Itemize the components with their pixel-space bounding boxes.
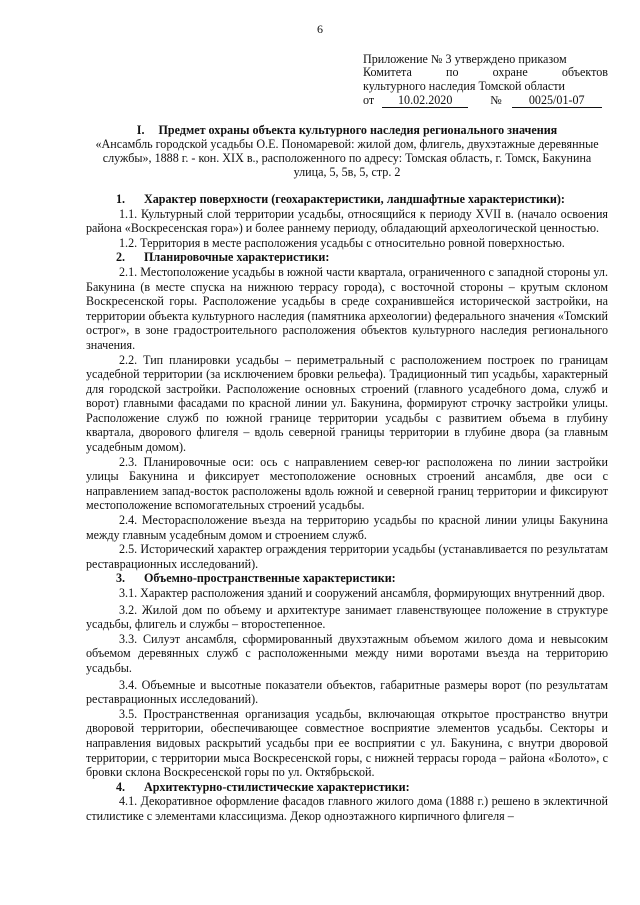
heading-3-number: 3.	[116, 571, 126, 586]
paragraph-2-2: 2.2. Тип планировки усадьбы – периметральный с расположением построек по границам усадебной территории (за исключением бровки рельефа). Традиционный тип усадьбы, характерный для городской застройки. Расположение основных строений (главного усадебного дома, служб и ворот) главными фасадами по красной линии ул. Бакунина, формируют строчку застройки улицы. Расположение служб по южной границе территории усадьбы с развитием объема в глубину квартала, дворового флигеля – вдоль северной границы территории в глубине двора (за главным усадебным домом).	[86, 352, 608, 455]
section-heading-text: Предмет охраны объекта культурного наследия регионального значения	[158, 122, 558, 137]
heading-2-text: Планировочные характеристики:	[144, 250, 330, 265]
paragraph-3-4: 3.4. Объемные и высотные показатели объектов, габаритные размеры ворот (по результатам реставрационных исследований).	[86, 677, 608, 707]
heading-2-number: 2.	[116, 250, 126, 265]
paragraph-2-3: 2.3. Планировочные оси: ось с направлением север-юг расположена по линии застройки улицы Бакунина и фиксирует местоположение основных строений ансамбля, две оси с направлением запад-восток расположены вдоль южной и северной границ территории и фиксируют местоположение вспомогательных строений усадьбы.	[86, 454, 608, 513]
paragraph-3-1: 3.1. Характер расположения зданий и сооружений ансамбля, формирующих внутренний двор.	[119, 586, 605, 601]
annex-from-label: от	[363, 93, 375, 108]
heading-4-number: 4.	[116, 779, 126, 794]
section-number: I.	[136, 122, 145, 137]
paragraph-2-5: 2.5. Исторический характер ограждения территории усадьбы (устанавливается по результатам реставрационных исследований).	[86, 542, 608, 571]
paragraph-3-2: 3.2. Жилой дом по объему и архитектуре занимает главенствующее положение в структуре усадьбы, флигель и службы – второстепенное.	[86, 602, 608, 632]
annex-line-3: культурного наследия Томской области	[363, 79, 565, 94]
annex-date: 10.02.2020	[382, 94, 468, 108]
annex-line-1: Приложение № 3 утверждено приказом	[363, 51, 567, 66]
heading-1-number: 1.	[116, 191, 126, 206]
section-title-block	[86, 123, 608, 179]
paragraph-1-2: 1.2. Территория в месте расположения усадьбы с относительно ровной поверхностью.	[119, 235, 565, 250]
paragraph-3-5: 3.5. Пространственная организация усадьбы, включающая открытое пространство внутри дворовой территории, обеспечивающее совместное восприятие элементов усадьбы. Секторы и направления видовых раскрытий усадьбы при ее восприятии с ул. Бакунина, с внутри дворовой территории, с территории мыса Воскресенской горы, с нижней террасы города – района «Болото», с бровки склона Воскресенской горы по ул. Октябрьской.	[86, 706, 608, 780]
object-title: «Ансамбль городской усадьбы О.Е. Пономаревой: жилой дом, флигель, двухэтажные деревянные службы», 1888 г. - кон. XIX в., расположенного по адресу: Томская область, г. Томск, Бакунина улица, 5, 5в, 5, стр. 2	[95, 136, 599, 179]
heading-4-text: Архитектурно-стилистические характеристики:	[144, 779, 410, 794]
paragraph-4-1: 4.1. Декоративное оформление фасадов главного жилого дома (1888 г.) решено в эклектичной стилистике с элементами классицизма. Декор одноэтажного кирпичного флигеля –	[86, 794, 608, 823]
annex-number: 0025/01-07	[512, 94, 602, 108]
paragraph-1-1: 1.1. Культурный слой территории усадьбы, относящийся к периоду XVII в. (начало освоения района «Воскресенская гора») и более раннему периоду, обладающий археологической ценностью.	[86, 206, 608, 236]
paragraph-2-4: 2.4. Месторасположение въезда на территорию усадьбы по красной линии улицы Бакунина между главным усадебным домом и строением служб.	[86, 513, 608, 542]
document-body	[86, 192, 608, 824]
heading-3-text: Объемно-пространственные характеристики:	[144, 571, 396, 586]
annex-number-label: №	[490, 93, 502, 108]
annex-stamp	[363, 53, 608, 108]
page-number: 6	[317, 22, 323, 36]
paragraph-3-3: 3.3. Силуэт ансамбля, сформированный двухэтажным объемом жилого дома и невысоким объемом деревянных служб с расположенными между ними воротами въезда на территорию усадьбы.	[86, 631, 608, 675]
section-heading	[86, 123, 608, 137]
heading-1-text: Характер поверхности (геохарактеристики, ландшафтные характеристики):	[144, 191, 565, 206]
heading-3	[86, 571, 608, 586]
heading-2	[86, 250, 608, 265]
heading-4	[86, 780, 608, 795]
paragraph-2-1: 2.1. Местоположение усадьбы в южной части квартала, ограниченного с западной стороны ул. Бакунина (в месте спуска на нижнюю террасу города), с восточной стороны – крутым склоном Воскресенской горы. Расположение усадьбы в среде сохранившейся исторической застройки, на территории объекта культурного наследия (памятника археологии) федерального значения «Томский острог», в зоне градостроительного расположения объектов культурного наследия регионального значения.	[86, 264, 608, 352]
annex-date-line	[363, 94, 608, 108]
annex-line-2: Комитета по охране объектов	[363, 65, 608, 80]
heading-1	[86, 192, 608, 207]
